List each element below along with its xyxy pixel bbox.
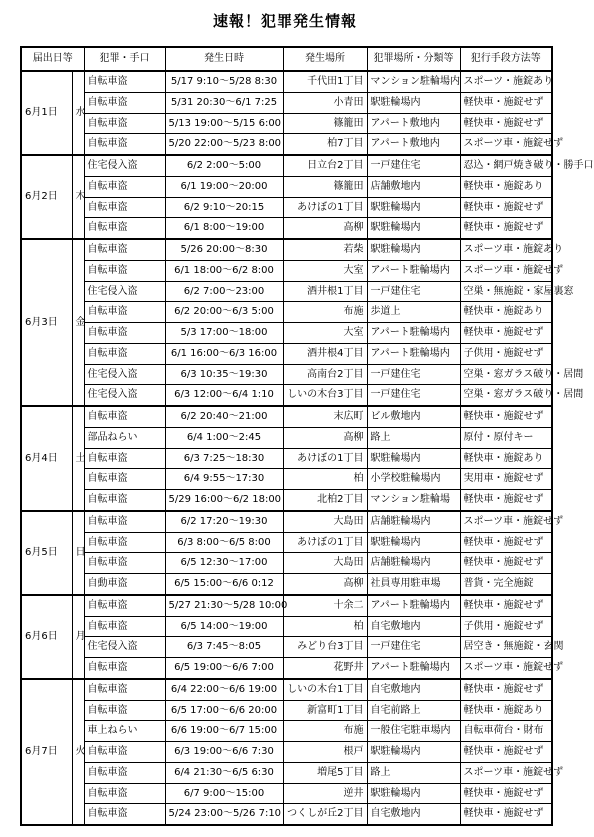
crime-type-cell: 自転車盗 [84,553,165,574]
method-cell: スポーツ車・施錠せず [460,658,552,679]
place-category-cell: アパート敷地内 [367,134,460,155]
occurrence-time-cell: 6/4 21:30～6/5 6:30 [165,762,283,783]
location-cell: 新富町1丁目 [283,700,367,721]
weekday-cell: 日 [72,511,84,595]
place-category-cell: 一戸建住宅 [367,364,460,385]
location-cell: 高柳 [283,427,367,448]
table-row [21,469,552,490]
place-category-cell: 自宅敷地内 [367,616,460,637]
table-row [21,783,552,804]
place-category-cell: 路上 [367,427,460,448]
crime-type-cell: 住宅侵入盗 [84,385,165,406]
crime-type-cell: 自転車盗 [84,783,165,804]
occurrence-time-cell: 5/3 17:00～18:00 [165,323,283,344]
weekday-cell: 木 [72,155,84,239]
place-category-cell: 歩道上 [367,302,460,323]
location-cell: 日立台2丁目 [283,155,367,176]
table-row [21,721,552,742]
table-row [21,218,552,239]
crime-type-cell: 自転車盗 [84,469,165,490]
occurrence-time-cell: 6/1 18:00～6/2 8:00 [165,260,283,281]
method-cell: 軽快車・施錠せず [460,804,552,825]
location-cell: 酒井根4丁目 [283,343,367,364]
crime-type-cell: 自転車盗 [84,679,165,700]
location-cell: 若柴 [283,239,367,260]
report-date-cell: 6月6日 [21,595,72,679]
method-cell: スポーツ車・施錠せず [460,134,552,155]
method-cell: 軽快車・施錠せず [460,406,552,427]
location-cell: しいの木台3丁目 [283,385,367,406]
method-cell: 子供用・施錠せず [460,616,552,637]
weekday-cell: 金 [72,239,84,406]
table-row [21,406,552,427]
table-row [21,574,552,595]
occurrence-time-cell: 5/24 23:00～5/26 7:10 [165,804,283,825]
table-row [21,302,552,323]
occurrence-time-cell: 6/1 19:00～20:00 [165,176,283,197]
crime-type-cell: 自転車盗 [84,92,165,113]
occurrence-time-cell: 6/5 14:00～19:00 [165,616,283,637]
place-category-cell: 自宅敷地内 [367,804,460,825]
method-cell: 軽快車・施錠せず [460,490,552,511]
page-title: 速報！犯罪発生情報 [212,12,357,30]
crime-type-cell: 自転車盗 [84,406,165,427]
column-header: 届出日等 [21,47,84,71]
location-cell: 十余二 [283,595,367,616]
crime-type-cell: 自転車盗 [84,532,165,553]
occurrence-time-cell: 5/29 16:00～6/2 18:00 [165,490,283,511]
place-category-cell: 一戸建住宅 [367,281,460,302]
occurrence-time-cell: 5/13 19:00～5/15 6:00 [165,113,283,134]
weekday-cell: 月 [72,595,84,679]
occurrence-time-cell: 6/3 12:00～6/4 1:10 [165,385,283,406]
table-row [21,239,552,260]
crime-type-cell: 自転車盗 [84,302,165,323]
location-cell: 柏 [283,469,367,490]
location-cell: 花野井 [283,658,367,679]
table-row [21,679,552,700]
place-category-cell: 小学校駐輪場内 [367,469,460,490]
table-row [21,92,552,113]
report-date-cell: 6月3日 [21,239,72,406]
method-cell: 軽快車・施錠せず [460,679,552,700]
location-cell: あけぼの1丁目 [283,197,367,218]
crime-type-cell: 自転車盗 [84,490,165,511]
location-cell: 高柳 [283,574,367,595]
method-cell: 軽快車・施錠せず [460,553,552,574]
place-category-cell: ビル敷地内 [367,406,460,427]
location-cell: 柏7丁目 [283,134,367,155]
location-cell: 布施 [283,302,367,323]
table-row [21,742,552,763]
method-cell: 軽快車・施錠せず [460,92,552,113]
table-row [21,427,552,448]
location-cell: 増尾5丁目 [283,762,367,783]
table-row [21,176,552,197]
table-row [21,385,552,406]
weekday-cell: 火 [72,679,84,825]
report-date-cell: 6月4日 [21,406,72,511]
table-row [21,343,552,364]
location-cell: 柏 [283,616,367,637]
occurrence-time-cell: 6/4 22:00～6/6 19:00 [165,679,283,700]
occurrence-time-cell: 5/20 22:00～5/23 8:00 [165,134,283,155]
table-row [21,700,552,721]
method-cell: 軽快車・施錠あり [460,302,552,323]
occurrence-time-cell: 6/2 20:40～21:00 [165,406,283,427]
table-row [21,260,552,281]
place-category-cell: 店舗駐輪場内 [367,511,460,532]
occurrence-time-cell: 6/5 12:30～17:00 [165,553,283,574]
table-row [21,532,552,553]
method-cell: 原付・原付キー [460,427,552,448]
crime-type-cell: 自転車盗 [84,197,165,218]
location-cell: 末広町 [283,406,367,427]
crime-type-cell: 自動車盗 [84,574,165,595]
place-category-cell: 駅駐輪場内 [367,742,460,763]
crime-type-cell: 車上ねらい [84,721,165,742]
crime-type-cell: 自転車盗 [84,134,165,155]
location-cell: しいの木台1丁目 [283,679,367,700]
method-cell: スポーツ車・施錠せず [460,762,552,783]
column-header: 犯行手段方法等 [460,47,552,71]
location-cell: 大島田 [283,553,367,574]
method-cell: 忍込・網戸焼き破り・勝手口 [460,155,552,176]
table-row [21,637,552,658]
method-cell: スポーツ車・施錠せず [460,260,552,281]
crime-type-cell: 自転車盗 [84,323,165,344]
occurrence-time-cell: 6/3 7:45～8:05 [165,637,283,658]
crime-type-cell: 住宅侵入盗 [84,364,165,385]
location-cell: 千代田1丁目 [283,71,367,92]
place-category-cell: 店舗駐輪場内 [367,553,460,574]
occurrence-time-cell: 5/17 9:10～5/28 8:30 [165,71,283,92]
place-category-cell: 一戸建住宅 [367,637,460,658]
place-category-cell: アパート敷地内 [367,113,460,134]
weekday-cell: 水 [72,71,84,155]
location-cell: 酒井根1丁目 [283,281,367,302]
location-cell: 布施 [283,721,367,742]
method-cell: 空巣・窓ガラス破り・居間 [460,385,552,406]
table-row [21,595,552,616]
location-cell: あけぼの1丁目 [283,448,367,469]
place-category-cell: 自宅敷地内 [367,679,460,700]
occurrence-time-cell: 6/5 17:00～6/6 20:00 [165,700,283,721]
table-row [21,113,552,134]
method-cell: スポーツ車・施錠せず [460,511,552,532]
table-row [21,71,552,92]
place-category-cell: 駅駐輪場内 [367,532,460,553]
crime-type-cell: 自転車盗 [84,71,165,92]
table-row [21,762,552,783]
crime-type-cell: 自転車盗 [84,260,165,281]
occurrence-time-cell: 6/3 8:00～6/5 8:00 [165,532,283,553]
method-cell: スポーツ車・施錠あり [460,239,552,260]
place-category-cell: 店舗敷地内 [367,176,460,197]
method-cell: 軽快車・施錠せず [460,323,552,344]
place-category-cell: 路上 [367,762,460,783]
occurrence-time-cell: 6/1 8:00～19:00 [165,218,283,239]
location-cell: 大室 [283,323,367,344]
occurrence-time-cell: 6/3 7:25～18:30 [165,448,283,469]
place-category-cell: 駅駐輪場内 [367,239,460,260]
place-category-cell: 自宅前路上 [367,700,460,721]
crime-type-cell: 自転車盗 [84,343,165,364]
place-category-cell: 一戸建住宅 [367,155,460,176]
location-cell: 大室 [283,260,367,281]
table-row [21,197,552,218]
method-cell: 軽快車・施錠あり [460,700,552,721]
location-cell: 篠籠田 [283,176,367,197]
occurrence-time-cell: 6/4 1:00～2:45 [165,427,283,448]
crime-type-cell: 住宅侵入盗 [84,637,165,658]
report-date-cell: 6月7日 [21,679,72,825]
location-cell: 逆井 [283,783,367,804]
location-cell: 高南台2丁目 [283,364,367,385]
method-cell: 軽快車・施錠せず [460,113,552,134]
place-category-cell: マンション駐輪場 [367,490,460,511]
method-cell: 軽快車・施錠あり [460,176,552,197]
method-cell: 軽快車・施錠せず [460,532,552,553]
crime-type-cell: 住宅侵入盗 [84,155,165,176]
column-header: 犯罪場所・分類等 [367,47,460,71]
occurrence-time-cell: 5/26 20:00～8:30 [165,239,283,260]
crime-type-cell: 自転車盗 [84,804,165,825]
location-cell: みどり台3丁目 [283,637,367,658]
table-row [21,364,552,385]
place-category-cell: 駅駐輪場内 [367,92,460,113]
report-date-cell: 6月2日 [21,155,72,239]
method-cell: スポーツ・施錠あり [460,71,552,92]
crime-type-cell: 自転車盗 [84,218,165,239]
method-cell: 軽快車・施錠せず [460,783,552,804]
place-category-cell: 駅駐輪場内 [367,197,460,218]
occurrence-time-cell: 6/2 17:20～19:30 [165,511,283,532]
place-category-cell: アパート駐輪場内 [367,260,460,281]
crime-type-cell: 自転車盗 [84,700,165,721]
place-category-cell: マンション駐輪場内 [367,71,460,92]
crime-type-cell: 自転車盗 [84,448,165,469]
table-row [21,281,552,302]
method-cell: 空巣・無施錠・家屋裏窓 [460,281,552,302]
location-cell: 篠籠田 [283,113,367,134]
crime-type-cell: 自転車盗 [84,595,165,616]
location-cell: 大島田 [283,511,367,532]
place-category-cell: アパート駐輪場内 [367,595,460,616]
occurrence-time-cell: 6/1 16:00～6/3 16:00 [165,343,283,364]
place-category-cell: アパート駐輪場内 [367,343,460,364]
table-row [21,553,552,574]
table-header-row [21,47,552,71]
location-cell: つくしが丘2丁目 [283,804,367,825]
method-cell: 子供用・施錠せず [460,343,552,364]
occurrence-time-cell: 6/3 10:35～19:30 [165,364,283,385]
column-header: 発生場所 [283,47,367,71]
crime-type-cell: 自転車盗 [84,762,165,783]
weekday-cell: 土 [72,406,84,511]
place-category-cell: 駅駐輪場内 [367,783,460,804]
crime-type-cell: 住宅侵入盗 [84,281,165,302]
place-category-cell: 駅駐輪場内 [367,448,460,469]
method-cell: 空巣・窓ガラス破り・居間 [460,364,552,385]
occurrence-time-cell: 5/27 21:30～5/28 10:00 [165,595,283,616]
location-cell: 北柏2丁目 [283,490,367,511]
table-row [21,448,552,469]
table-row [21,323,552,344]
report-date-cell: 6月5日 [21,511,72,595]
method-cell: 軽快車・施錠せず [460,742,552,763]
crime-type-cell: 自転車盗 [84,239,165,260]
crime-type-cell: 自転車盗 [84,742,165,763]
location-cell: 根戸 [283,742,367,763]
column-header: 発生日時 [165,47,283,71]
occurrence-time-cell: 6/7 9:00～15:00 [165,783,283,804]
location-cell: あけぼの1丁目 [283,532,367,553]
place-category-cell: 駅駐輪場内 [367,218,460,239]
occurrence-time-cell: 6/2 2:00～5:00 [165,155,283,176]
place-category-cell: 社員専用駐車場 [367,574,460,595]
crime-type-cell: 自転車盗 [84,511,165,532]
occurrence-time-cell: 6/5 15:00～6/6 0:12 [165,574,283,595]
method-cell: 軽快車・施錠せず [460,218,552,239]
occurrence-time-cell: 6/6 19:00～6/7 15:00 [165,721,283,742]
place-category-cell: アパート駐輪場内 [367,323,460,344]
crime-type-cell: 自転車盗 [84,658,165,679]
crime-type-cell: 部品ねらい [84,427,165,448]
table-row [21,511,552,532]
method-cell: 普貨・完全施錠 [460,574,552,595]
place-category-cell: アパート駐輪場内 [367,658,460,679]
location-cell: 小青田 [283,92,367,113]
method-cell: 軽快車・施錠せず [460,595,552,616]
crime-type-cell: 自転車盗 [84,616,165,637]
table-row [21,804,552,825]
report-date-cell: 6月1日 [21,71,72,155]
occurrence-time-cell: 6/4 9:55～17:30 [165,469,283,490]
method-cell: 軽快車・施錠せず [460,197,552,218]
occurrence-time-cell: 6/3 19:00～6/6 7:30 [165,742,283,763]
location-cell: 高柳 [283,218,367,239]
crime-type-cell: 自転車盗 [84,113,165,134]
column-header: 犯罪・手口 [84,47,165,71]
occurrence-time-cell: 6/5 19:00～6/6 7:00 [165,658,283,679]
place-category-cell: 一般住宅駐車場内 [367,721,460,742]
method-cell: 自転車荷台・財布 [460,721,552,742]
method-cell: 実用車・施錠せず [460,469,552,490]
table-row [21,155,552,176]
table-row [21,616,552,637]
crime-table [20,46,594,826]
crime-type-cell: 自転車盗 [84,176,165,197]
place-category-cell: 一戸建住宅 [367,385,460,406]
table-row [21,134,552,155]
occurrence-time-cell: 5/31 20:30～6/1 7:25 [165,92,283,113]
method-cell: 軽快車・施錠あり [460,448,552,469]
occurrence-time-cell: 6/2 20:00～6/3 5:00 [165,302,283,323]
occurrence-time-cell: 6/2 9:10～20:15 [165,197,283,218]
table-row [21,490,552,511]
occurrence-time-cell: 6/2 7:00～23:00 [165,281,283,302]
method-cell: 居空き・無施錠・玄関 [460,637,552,658]
table-row [21,658,552,679]
